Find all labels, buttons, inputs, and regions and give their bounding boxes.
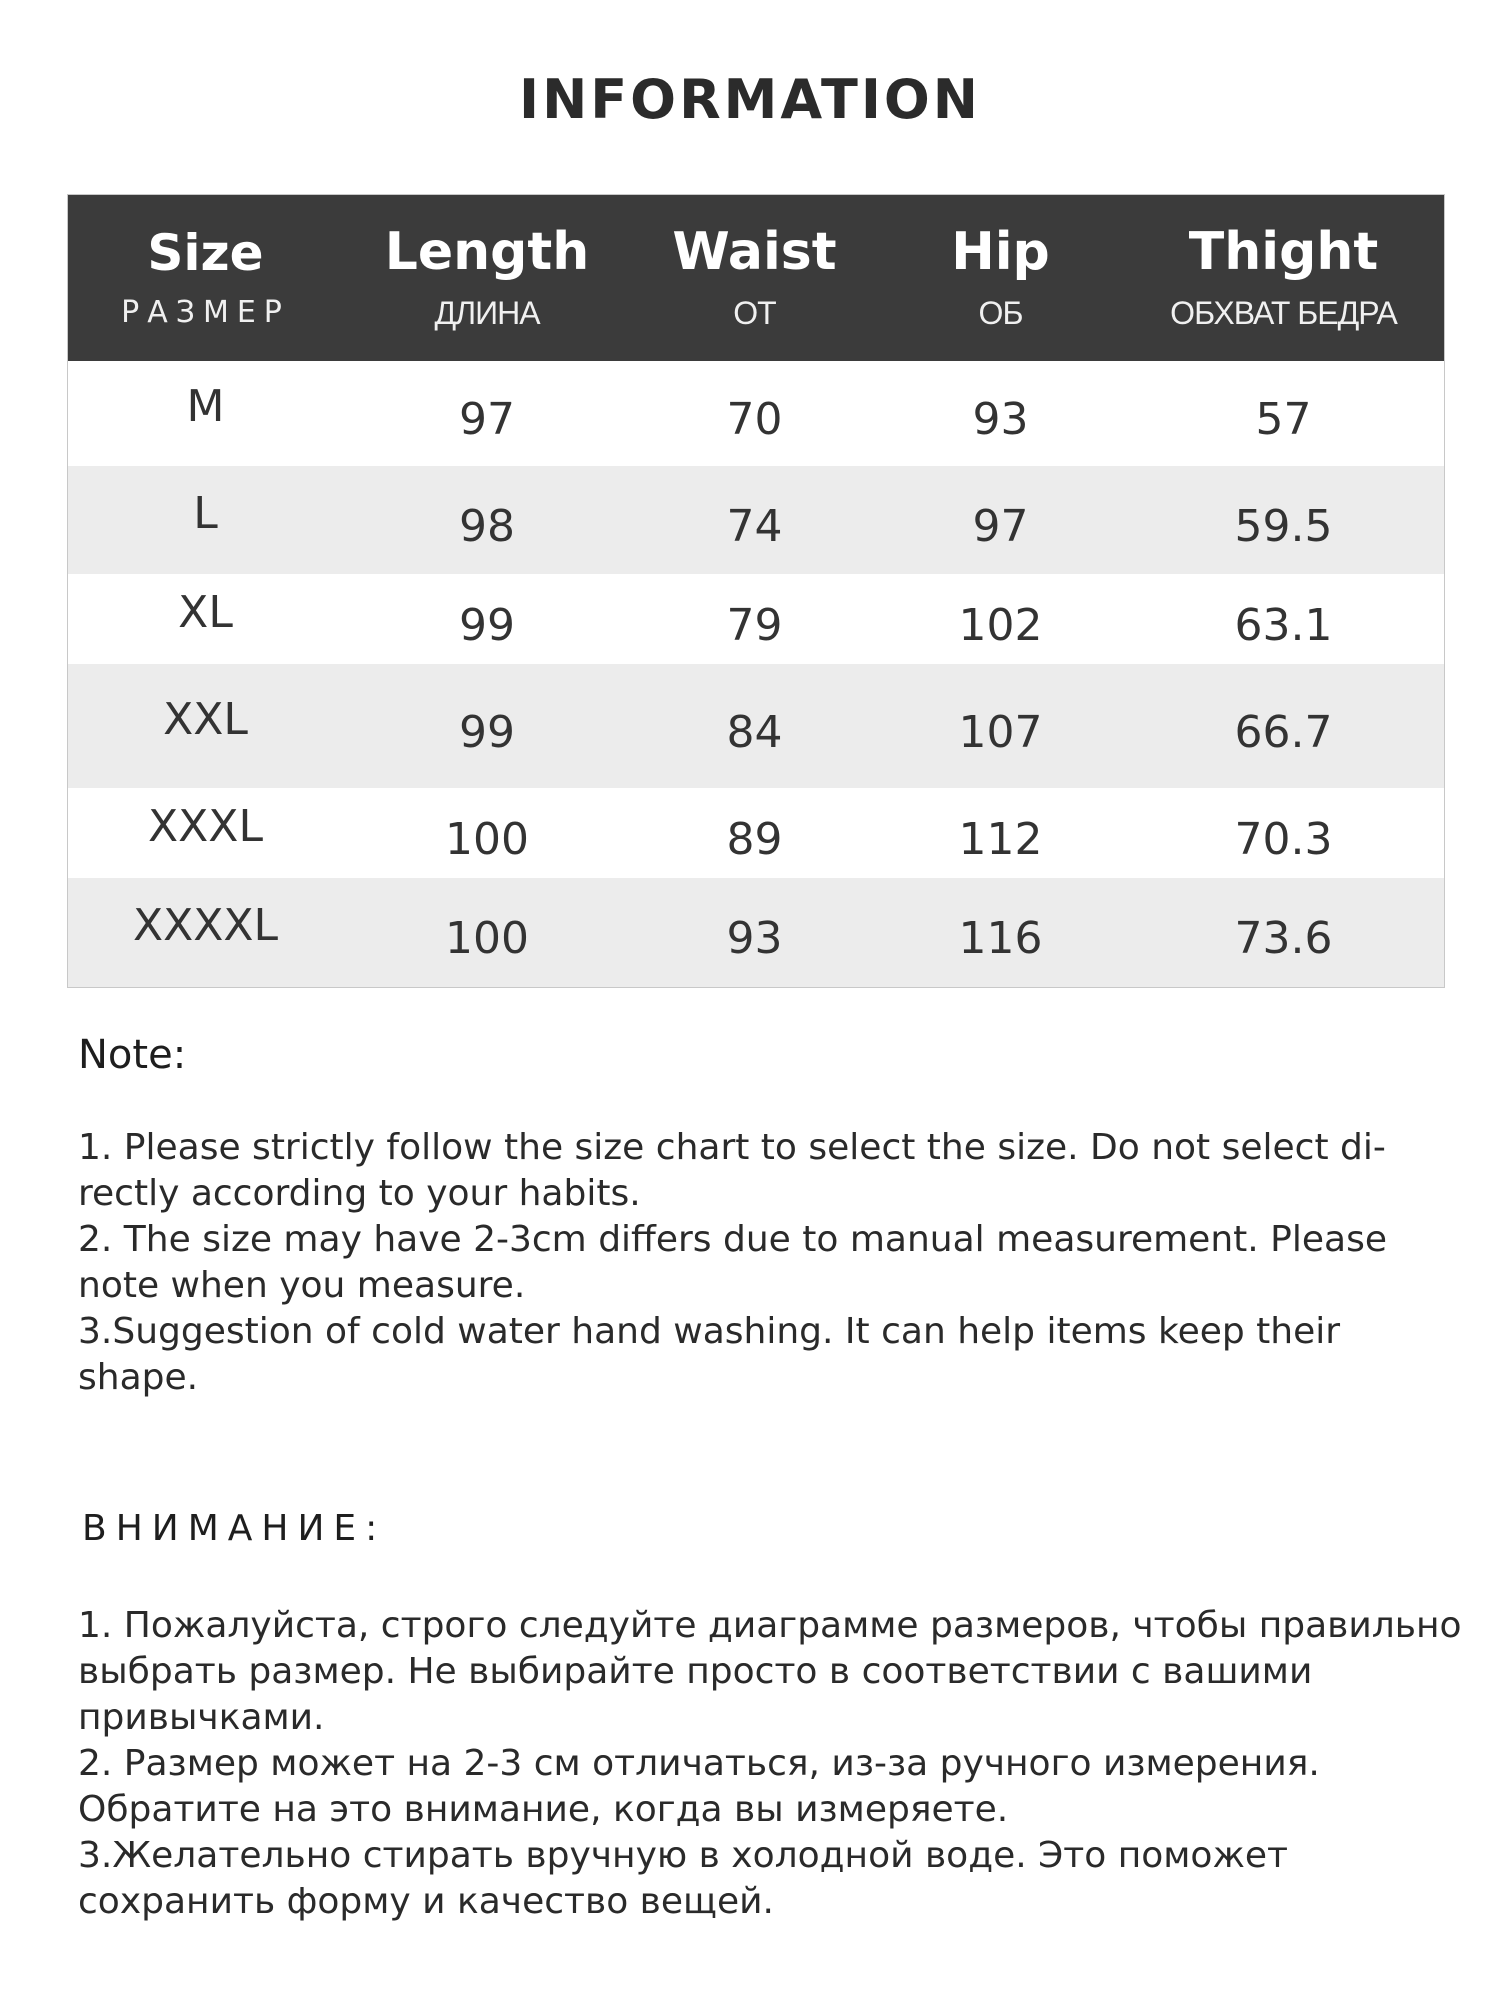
cell-length: 99 <box>459 599 515 651</box>
cell-waist: 70 <box>726 394 783 445</box>
cell-thigh: 57 <box>1255 394 1312 445</box>
attention-line: 1. Пожалуйста, строго следуйте диаграмме размеров, чтобы правильно <box>78 1605 1462 1646</box>
header-size-en: Size <box>147 224 264 282</box>
header-waist-ru: ОТ <box>733 295 776 332</box>
attention-text <box>78 1603 1462 1925</box>
cell-waist: 93 <box>726 913 783 964</box>
cell-hip: 112 <box>958 813 1043 865</box>
table-header <box>68 195 1444 361</box>
cell-thigh: 63.1 <box>1234 599 1333 651</box>
cell-waist: 74 <box>726 500 783 552</box>
table-row <box>68 788 1444 878</box>
note-line: 2. The size may have 2-3cm differs due to manual measurement. Please <box>78 1219 1387 1260</box>
cell-thigh: 73.6 <box>1234 913 1333 964</box>
header-size <box>68 195 343 361</box>
table-row <box>68 878 1444 987</box>
note-text <box>78 1125 1418 1401</box>
page-title: INFORMATION <box>518 68 982 131</box>
header-thigh <box>1123 195 1444 361</box>
header-size-ru: РАЗМЕР <box>121 295 290 330</box>
cell-hip: 97 <box>972 500 1029 552</box>
table-row <box>68 574 1444 664</box>
size-table <box>67 194 1445 988</box>
attention-heading: ВНИМАНИЕ: <box>82 1508 387 1549</box>
cell-size: XXXL <box>148 800 263 852</box>
cell-size: XL <box>178 586 233 638</box>
cell-length: 100 <box>445 813 529 865</box>
header-hip <box>878 195 1123 361</box>
cell-hip: 107 <box>958 706 1043 758</box>
header-hip-en: Hip <box>951 221 1050 282</box>
header-length-en: Length <box>384 221 590 282</box>
attention-line: Обратите на это внимание, когда вы измеряете. <box>78 1789 1009 1830</box>
cell-size: L <box>193 487 218 539</box>
cell-waist: 79 <box>726 599 783 651</box>
note-heading: Note: <box>78 1032 187 1078</box>
table-body <box>68 361 1444 987</box>
header-thigh-ru: ОБХВАТ БЕДРА <box>1170 295 1397 332</box>
cell-size: XXXXL <box>132 900 279 951</box>
cell-size: XXL <box>163 693 248 745</box>
table-row <box>68 361 1444 466</box>
note-line: rectly according to your habits. <box>78 1173 641 1214</box>
note-line: 3.Suggestion of cold water hand washing. It can help items keep their <box>78 1311 1341 1352</box>
header-waist-en: Waist <box>672 221 837 282</box>
attention-line: выбрать размер. Не выбирайте просто в соответствии с вашими <box>78 1651 1313 1692</box>
cell-length: 100 <box>445 913 529 964</box>
header-waist <box>631 195 878 361</box>
cell-hip: 102 <box>958 599 1043 651</box>
cell-hip: 93 <box>972 394 1029 445</box>
cell-thigh: 66.7 <box>1234 706 1333 758</box>
note-line: shape. <box>78 1357 199 1398</box>
cell-waist: 84 <box>726 706 783 758</box>
cell-size: M <box>186 381 225 432</box>
attention-line: 2. Размер может на 2-3 см отличаться, из-за ручного измерения. <box>78 1743 1320 1784</box>
cell-hip: 116 <box>958 913 1043 964</box>
cell-length: 99 <box>459 706 515 758</box>
cell-length: 98 <box>459 500 515 552</box>
note-line: note when you measure. <box>78 1265 526 1306</box>
header-length <box>343 195 631 361</box>
attention-line: сохранить форму и качество вещей. <box>78 1881 774 1922</box>
header-length-ru: ДЛИНА <box>434 295 540 332</box>
header-hip-ru: ОБ <box>978 295 1023 332</box>
table-row <box>68 664 1444 788</box>
table-row <box>68 466 1444 574</box>
cell-thigh: 59.5 <box>1234 500 1333 552</box>
attention-line: 3.Желательно стирать вручную в холодной воде. Это поможет <box>78 1835 1288 1876</box>
cell-waist: 89 <box>726 813 783 865</box>
note-line: 1. Please strictly follow the size chart to select the size. Do not select di- <box>78 1127 1386 1168</box>
header-thigh-en: Thight <box>1188 221 1379 282</box>
cell-thigh: 70.3 <box>1234 813 1333 865</box>
cell-length: 97 <box>459 394 515 445</box>
attention-line: привычками. <box>78 1697 325 1738</box>
